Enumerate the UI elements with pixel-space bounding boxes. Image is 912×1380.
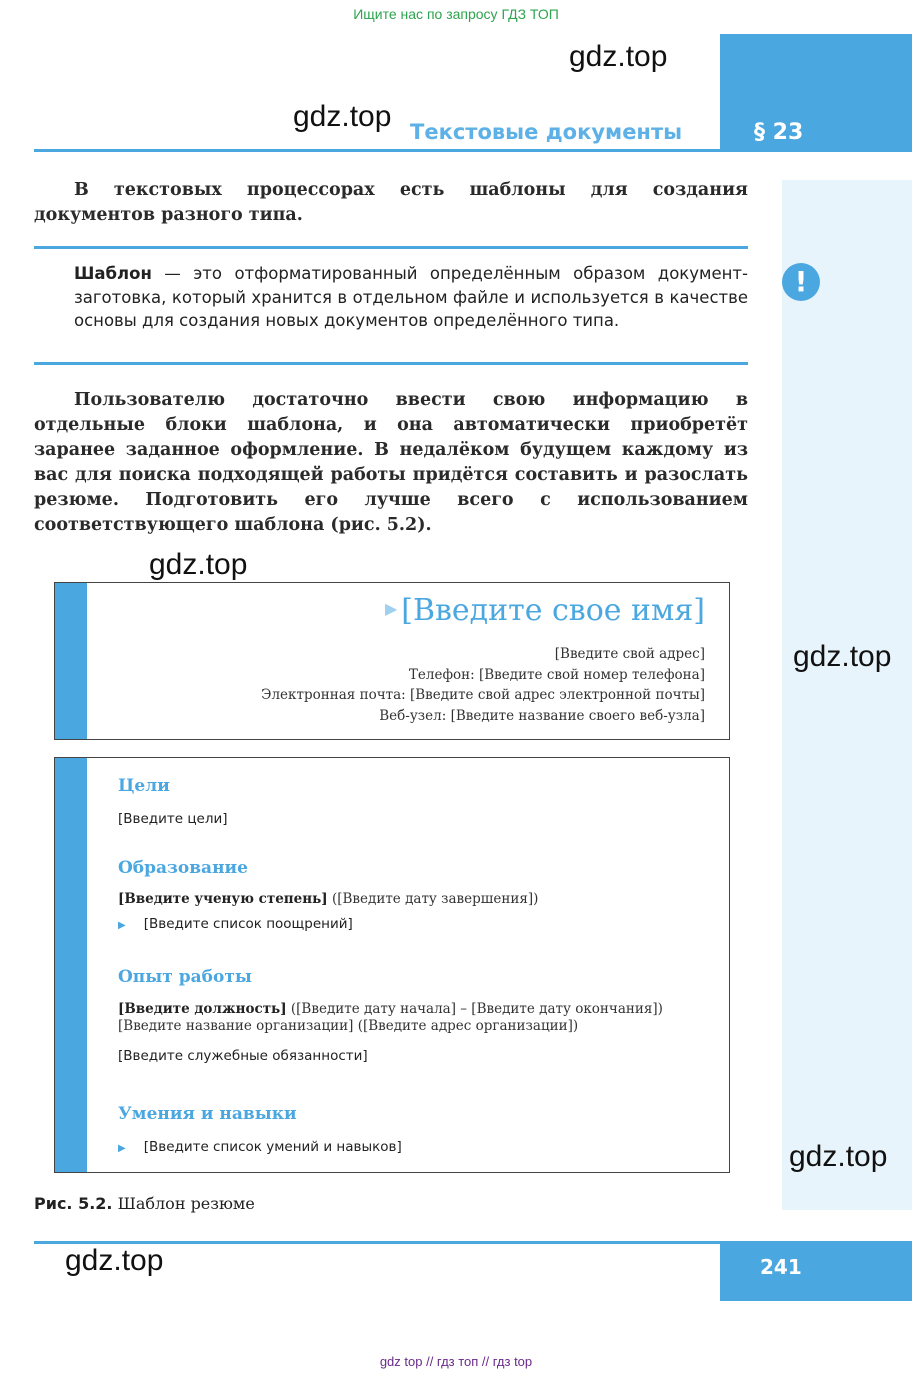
definition-bottom-rule <box>34 362 748 365</box>
caption-label: Рис. 5.2. <box>34 1194 113 1213</box>
work-position: [Введите должность] <box>118 1001 287 1017</box>
watermark: gdz.top <box>293 100 392 133</box>
header-rule <box>34 149 720 152</box>
header-color-block <box>720 34 912 152</box>
section-number: § 23 <box>754 120 804 145</box>
footer-color-block <box>720 1241 912 1301</box>
watermark: gdz.top <box>789 1140 888 1173</box>
resume-name-text: [Введите свое имя] <box>401 593 705 628</box>
education-bullet-text: [Введите список поощрений] <box>143 916 353 932</box>
watermark: gdz.top <box>65 1244 164 1277</box>
figure-caption <box>34 1194 255 1213</box>
resume-body-card <box>54 757 730 1173</box>
contact-phone: Телефон: [Введите свой номер телефона] <box>408 667 705 683</box>
exclamation-icon: ! <box>782 263 820 301</box>
work-heading: Опыт работы <box>118 967 252 987</box>
caption-text: Шаблон резюме <box>112 1194 255 1213</box>
paragraph-main: Пользователю достаточно ввести свою информацию в отдельные блоки шаблона, и она автоматически приобретёт заранее заданное оформление. В недалёком будущем каждому из вас для поиска подходящей работы придётся составить и разослать резюме. Подготовить его лучше всего с использованием соответствующего шаблона (рис. 5.2). <box>34 390 748 535</box>
resume-header-card <box>54 582 730 740</box>
definition-term: Шаблон <box>74 264 152 283</box>
work-duties: [Введите служебные обязанности] <box>118 1048 368 1064</box>
triangle-marker-icon: ▶ <box>384 599 398 618</box>
top-banner[interactable]: Ищите нас по запросу ГДЗ ТОП <box>353 6 559 22</box>
chapter-title: Текстовые документы <box>410 120 683 144</box>
side-margin-band <box>782 180 912 1210</box>
skills-bullet-text: [Введите список умений и навыков] <box>143 1139 402 1155</box>
education-date: ([Введите дату завершения]) <box>327 891 539 907</box>
resume-name <box>385 593 705 628</box>
education-degree: [Введите ученую степень] <box>118 891 328 907</box>
education-heading: Образование <box>118 858 248 878</box>
watermark: gdz.top <box>569 40 668 73</box>
contact-email: Электронная почта: [Введите свой адрес электронной почты] <box>261 687 705 703</box>
definition-box <box>74 262 748 333</box>
goals-heading: Цели <box>118 776 170 796</box>
education-degree-line <box>118 891 538 907</box>
definition-top-rule <box>34 246 748 249</box>
work-dates: ([Введите дату начала] – [Введите дату окончания]) <box>286 1001 663 1017</box>
bullet-marker-icon: ▶ <box>118 920 126 931</box>
skills-heading: Умения и навыки <box>118 1104 297 1124</box>
card-accent-bar <box>55 583 87 739</box>
bottom-banner[interactable]: gdz top // гдз топ // гдз top <box>379 1354 533 1369</box>
paragraph-intro: В текстовых процессорах есть шаблоны для создания документов разного типа. <box>34 180 748 225</box>
work-position-line <box>118 1001 663 1017</box>
skills-bullet <box>118 1139 402 1155</box>
bullet-marker-icon: ▶ <box>118 1143 126 1154</box>
education-bullet <box>118 916 353 932</box>
work-organization: [Введите название организации] ([Введите адрес организации]) <box>118 1018 579 1034</box>
watermark: gdz.top <box>793 640 892 673</box>
card-accent-bar <box>55 758 87 1172</box>
page-number: 241 <box>760 1255 802 1279</box>
contact-address: [Введите свой адрес] <box>554 646 705 662</box>
contact-website: Веб-узел: [Введите название своего веб-узла] <box>379 708 705 724</box>
definition-text: — это отформатированный определённым образом документ-заготовка, который хранится в отдельном файле и используется в качестве основы для создания новых документов определённого типа. <box>74 264 748 330</box>
watermark: gdz.top <box>149 548 248 581</box>
goals-text: [Введите цели] <box>118 811 228 827</box>
